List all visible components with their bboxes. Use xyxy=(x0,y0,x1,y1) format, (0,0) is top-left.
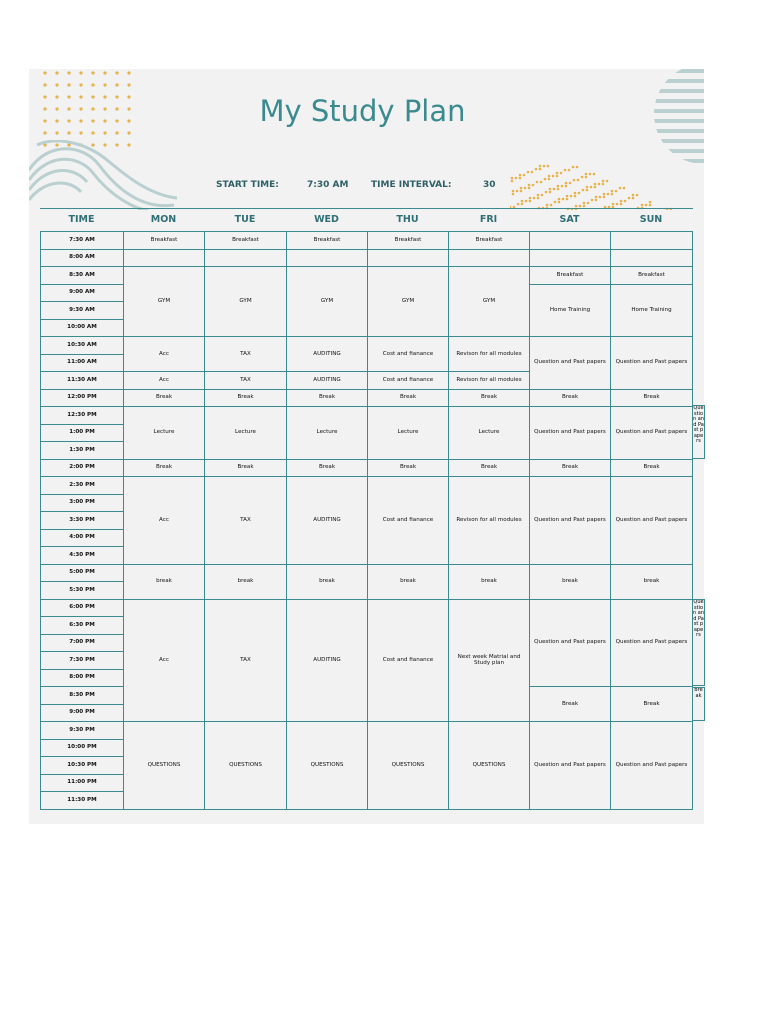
schedule-cell[interactable]: Revison for all modules xyxy=(449,337,530,372)
table-row xyxy=(41,249,693,267)
schedule-cell[interactable]: Breakfast xyxy=(368,232,449,250)
table-row xyxy=(41,407,693,425)
schedule-cell[interactable]: Lecture xyxy=(449,407,530,460)
schedule-cell[interactable]: AUDITING xyxy=(287,372,368,390)
time-cell: 2:00 PM xyxy=(41,459,124,477)
time-cell: 1:30 PM xyxy=(41,442,124,460)
schedule-cell[interactable]: Break xyxy=(368,389,449,407)
schedule-cell[interactable]: QUESTIONS xyxy=(124,722,205,810)
schedule-cell[interactable]: AUDITING xyxy=(287,599,368,722)
schedule-cell[interactable] xyxy=(124,249,205,267)
schedule-cell[interactable] xyxy=(287,249,368,267)
overflow-note-text: Question and Past papers xyxy=(693,405,704,444)
schedule-cell[interactable]: QUESTIONS xyxy=(449,722,530,810)
time-cell: 10:30 PM xyxy=(41,757,124,775)
schedule-cell[interactable]: Break xyxy=(287,389,368,407)
overflow-note xyxy=(692,405,705,459)
schedule-cell[interactable]: Breakfast xyxy=(287,232,368,250)
table-row xyxy=(41,337,693,355)
schedule-cell[interactable]: TAX xyxy=(205,599,287,722)
column-header-day: FRI xyxy=(479,214,498,225)
schedule-cell[interactable]: QUESTIONS xyxy=(205,722,287,810)
schedule-cell[interactable]: Question and Past papers xyxy=(611,722,693,810)
schedule-table xyxy=(40,231,693,810)
schedule-cell[interactable]: Break xyxy=(368,459,449,477)
schedule-cell[interactable]: AUDITING xyxy=(287,477,368,565)
column-header-time: TIME xyxy=(68,214,95,225)
schedule-cell[interactable]: break xyxy=(368,564,449,599)
table-row xyxy=(41,599,693,617)
schedule-cell[interactable]: Break xyxy=(530,459,611,477)
time-cell: 1:00 PM xyxy=(41,424,124,442)
schedule-cell[interactable]: Question and Past papers xyxy=(530,722,611,810)
time-cell: 9:30 AM xyxy=(41,302,124,320)
schedule-cell[interactable]: TAX xyxy=(205,372,287,390)
header-divider xyxy=(40,208,693,209)
schedule-cell[interactable]: Question and Past papers xyxy=(530,599,611,687)
time-cell: 11:00 PM xyxy=(41,774,124,792)
schedule-cell[interactable] xyxy=(611,249,693,267)
schedule-cell[interactable]: Question and Past papers xyxy=(611,407,693,460)
schedule-cell[interactable]: Break xyxy=(287,459,368,477)
schedule-cell[interactable]: Question and Past papers xyxy=(530,337,611,390)
schedule-cell[interactable]: GYM xyxy=(368,267,449,337)
table-row xyxy=(41,267,693,285)
table-row xyxy=(41,722,693,740)
time-cell: 11:30 PM xyxy=(41,792,124,810)
schedule-cell[interactable]: GYM xyxy=(287,267,368,337)
schedule-cell[interactable]: break xyxy=(205,564,287,599)
schedule-cell[interactable]: Break xyxy=(611,687,693,722)
schedule-cell[interactable]: break xyxy=(611,564,693,599)
schedule-cell[interactable]: Acc xyxy=(124,477,205,565)
time-cell: 7:30 AM xyxy=(41,232,124,250)
time-cell: 2:30 PM xyxy=(41,477,124,495)
schedule-cell[interactable]: Cost and fianance xyxy=(368,337,449,372)
schedule-cell[interactable]: TAX xyxy=(205,337,287,372)
time-cell: 11:00 AM xyxy=(41,354,124,372)
schedule-cell[interactable]: Break xyxy=(449,389,530,407)
time-cell: 5:00 PM xyxy=(41,564,124,582)
overflow-note-text: Question and Past papers xyxy=(693,599,704,638)
table-row xyxy=(41,232,693,250)
schedule-cell[interactable]: Break xyxy=(530,687,611,722)
time-cell: 8:30 AM xyxy=(41,267,124,285)
schedule-cell[interactable]: AUDITING xyxy=(287,337,368,372)
schedule-cell[interactable]: Breakfast xyxy=(449,232,530,250)
schedule-cell[interactable]: GYM xyxy=(124,267,205,337)
schedule-cell[interactable]: Breakfast xyxy=(530,267,611,285)
schedule-cell[interactable] xyxy=(205,249,287,267)
schedule-cell[interactable]: Acc xyxy=(124,599,205,722)
schedule-cell[interactable]: Break xyxy=(124,459,205,477)
time-cell: 6:30 PM xyxy=(41,617,124,635)
time-cell: 8:00 AM xyxy=(41,249,124,267)
column-header-day: MON xyxy=(150,214,177,225)
time-cell: 9:00 AM xyxy=(41,284,124,302)
dot-wave-right xyxy=(510,155,704,210)
time-cell: 7:30 PM xyxy=(41,652,124,670)
schedule-cell[interactable] xyxy=(449,249,530,267)
time-cell: 6:00 PM xyxy=(41,599,124,617)
schedule-cell[interactable]: Break xyxy=(530,389,611,407)
time-cell: 11:30 AM xyxy=(41,372,124,390)
table-row xyxy=(41,459,693,477)
schedule-cell[interactable] xyxy=(368,249,449,267)
time-cell: 3:00 PM xyxy=(41,494,124,512)
time-interval-label: TIME INTERVAL: xyxy=(371,180,452,190)
time-cell: 4:30 PM xyxy=(41,547,124,565)
time-cell: 12:30 PM xyxy=(41,407,124,425)
schedule-cell[interactable]: Next week Matrial and Study plan xyxy=(449,599,530,722)
schedule-cell[interactable]: Cost and fianance xyxy=(368,599,449,722)
schedule-cell[interactable]: Breakfast xyxy=(205,232,287,250)
schedule-cell[interactable]: Revison for all modules xyxy=(449,477,530,565)
schedule-cell[interactable]: break xyxy=(287,564,368,599)
schedule-cell[interactable]: Break xyxy=(124,389,205,407)
schedule-cell[interactable]: Lecture xyxy=(124,407,205,460)
schedule-cell[interactable]: Cost and fianance xyxy=(368,372,449,390)
schedule-cell[interactable]: TAX xyxy=(205,477,287,565)
schedule-cell[interactable]: Revison for all modules xyxy=(449,372,530,390)
schedule-cell[interactable]: Break xyxy=(205,459,287,477)
column-header-day: SUN xyxy=(639,214,663,225)
schedule-cell[interactable]: Question and Past papers xyxy=(530,407,611,460)
schedule-cell[interactable]: Cost and fianance xyxy=(368,477,449,565)
time-interval-value[interactable]: 30 xyxy=(483,180,496,190)
schedule-cell[interactable]: Acc xyxy=(124,372,205,390)
schedule-cell[interactable]: Lecture xyxy=(287,407,368,460)
schedule-cell[interactable]: Break xyxy=(611,389,693,407)
schedule-cell[interactable]: Break xyxy=(449,459,530,477)
time-cell: 9:00 PM xyxy=(41,704,124,722)
schedule-cell[interactable]: Break xyxy=(611,459,693,477)
schedule-cell[interactable]: GYM xyxy=(449,267,530,337)
start-time-label: START TIME: xyxy=(216,180,279,190)
start-time-value[interactable]: 7:30 AM xyxy=(307,180,349,190)
wave-lines-left xyxy=(29,140,179,210)
schedule-cell[interactable]: break xyxy=(530,564,611,599)
time-cell: 12:00 PM xyxy=(41,389,124,407)
time-cell: 8:30 PM xyxy=(41,687,124,705)
table-row xyxy=(41,477,693,495)
time-cell: 5:30 PM xyxy=(41,582,124,600)
time-cell: 10:00 PM xyxy=(41,739,124,757)
schedule-cell[interactable]: Lecture xyxy=(368,407,449,460)
schedule-cell[interactable]: QUESTIONS xyxy=(368,722,449,810)
schedule-cell[interactable]: Acc xyxy=(124,337,205,372)
time-cell: 3:30 PM xyxy=(41,512,124,530)
schedule-cell[interactable]: Question and Past papers xyxy=(530,477,611,565)
schedule-cell[interactable]: GYM xyxy=(205,267,287,337)
time-cell: 7:00 PM xyxy=(41,634,124,652)
schedule-cell[interactable]: Question and Past papers xyxy=(611,599,693,687)
schedule-cell[interactable]: Question and Past papers xyxy=(611,477,693,565)
column-header-day: TUE xyxy=(234,214,256,225)
schedule-cell[interactable]: Breakfast xyxy=(124,232,205,250)
time-cell: 10:00 AM xyxy=(41,319,124,337)
column-header-day: SAT xyxy=(559,214,580,225)
schedule-cell[interactable]: QUESTIONS xyxy=(287,722,368,810)
page-title: My Study Plan xyxy=(259,94,466,128)
time-cell: 9:30 PM xyxy=(41,722,124,740)
schedule-cell[interactable]: Breakfast xyxy=(611,267,693,285)
schedule-cell[interactable]: Question and Past papers xyxy=(611,337,693,390)
schedule-cell[interactable]: Home Training xyxy=(611,284,693,337)
column-header-day: WED xyxy=(314,214,339,225)
overflow-note-text: Break xyxy=(694,687,703,699)
schedule-cell[interactable]: Break xyxy=(205,389,287,407)
time-cell: 8:00 PM xyxy=(41,669,124,687)
table-row xyxy=(41,389,693,407)
schedule-cell[interactable]: Lecture xyxy=(205,407,287,460)
schedule-cell[interactable] xyxy=(530,232,611,250)
schedule-cell[interactable]: break xyxy=(124,564,205,599)
overflow-note xyxy=(692,687,705,721)
column-header-day: THU xyxy=(396,214,419,225)
schedule-cell[interactable]: break xyxy=(449,564,530,599)
table-row xyxy=(41,564,693,582)
time-cell: 4:00 PM xyxy=(41,529,124,547)
schedule-cell[interactable] xyxy=(611,232,693,250)
schedule-cell[interactable] xyxy=(530,249,611,267)
time-cell: 10:30 AM xyxy=(41,337,124,355)
schedule-cell[interactable]: Home Training xyxy=(530,284,611,337)
overflow-note xyxy=(692,599,705,686)
